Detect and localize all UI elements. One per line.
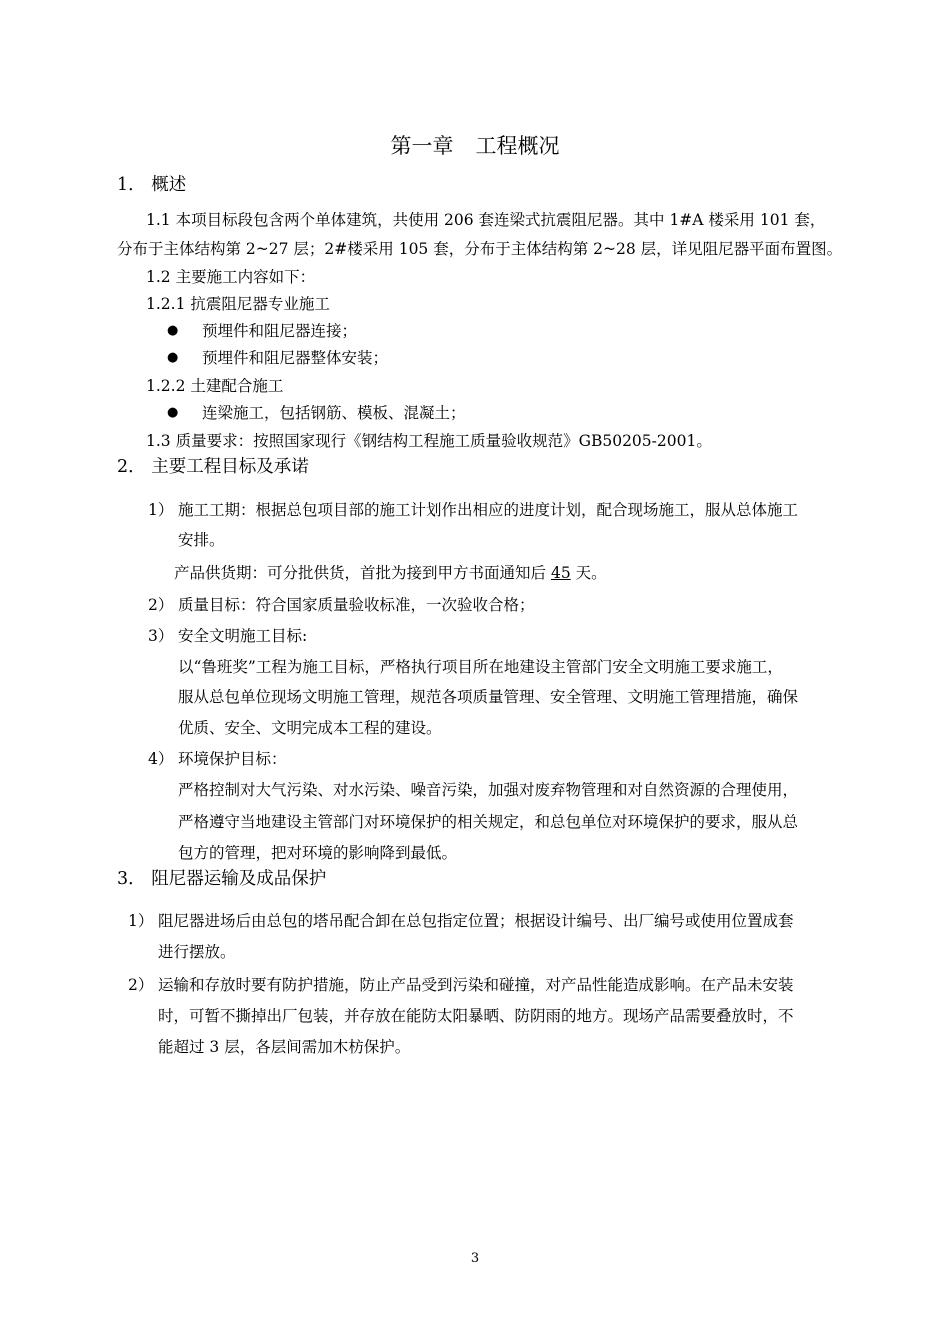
s2-item1-line1: 施工工期：根据总包项目部的施工计划作出相应的进度计划，配合现场施工，服从总体施工 [178,501,799,519]
section-3-heading: 3． 阻尼器运输及成品保护 [117,869,327,889]
s1-para5: 1.3 质量要求：按照国家现行《钢结构工程施工质量验收规范》GB50205-2001。 [146,432,712,450]
supply-days: 45 [550,564,571,582]
s3-item1-line2: 进行摆放。 [158,943,236,961]
s2-item4-line4: 包方的管理，把对环境的影响降到最低。 [178,844,458,862]
s2-item3-line2: 以“鲁班奖”工程为施工目标，严格执行项目所在地建设主管部门安全文明施工要求施工， [178,658,783,676]
s2-supply-line [174,563,607,583]
chapter-name: 工程概况 [475,134,560,158]
s2-item1-line2: 安排。 [178,531,225,549]
s1-bullet3: 连梁施工，包括钢筋、模板、混凝土； [202,404,466,422]
s3-item2-line2: 时，可暂不撕掉出厂包装，并存放在能防太阳暴晒、防阴雨的地方。现场产品需要叠放时，不 [158,1007,794,1025]
s1-para2: 1.2 主要施工内容如下： [146,268,316,286]
s2-item4-number: 4） [148,750,174,768]
s2-item2-line1: 质量目标：符合国家质量验收标准，一次验收合格； [178,596,535,614]
s2-item1-number: 1） [148,501,174,519]
s2-item3-line1: 安全文明施工目标: [178,627,308,645]
s2-item4-line3: 严格遵守当地建设主管部门对环境保护的相关规定，和总包单位对环境保护的要求，服从总 [178,813,799,831]
s3-item2-number: 2） [128,976,154,994]
s1-bullet2: 预埋件和阻尼器整体安装； [202,349,389,367]
s1-para3: 1.2.1 抗震阻尼器专业施工 [146,295,330,313]
section-1-heading: 1． 概述 [117,175,187,195]
supply-text-pre: 产品供货期：可分批供货，首批为接到甲方书面通知后 [174,564,547,582]
s1-para1-line2: 分布于主体结构第 2~27 层；2#楼采用 105 套，分布于主体结构第 2~28 层，详见阻尼器平面布置图。 [117,240,843,258]
s2-item3-line4: 优质、安全、文明完成本工程的建设。 [178,719,442,737]
s2-item3-line3: 服从总包单位现场文明施工管理，规范各项质量管理、安全管理、文明施工管理措施，确保 [178,688,799,706]
s2-item4-line1: 环境保护目标： [178,750,287,768]
chapter-title [0,132,950,160]
s1-para1-line1: 1.1 本项目标段包含两个单体建筑，共使用 206 套连梁式抗震阻尼器。其中 1#A 楼采用 101 套， [146,211,826,229]
section-2-heading: 2． 主要工程目标及承诺 [117,457,309,477]
s1-para4: 1.2.2 土建配合施工 [146,377,284,395]
bullet-icon: ● [167,405,179,420]
bullet-icon: ● [167,350,179,365]
bullet-icon: ● [167,323,179,338]
page-number: 3 [470,1251,480,1266]
s2-item2-number: 2） [148,596,174,614]
chapter-number: 第一章 [390,134,454,158]
s3-item2-line3: 能超过 3 层，各层间需加木枋保护。 [158,1038,411,1056]
s2-item3-number: 3） [148,627,174,645]
s2-item4-line2: 严格控制对大气污染、对水污染、噪音污染，加强对废弃物管理和对自然资源的合理使用， [178,781,799,799]
s3-item1-number: 1） [128,912,154,930]
s1-bullet1: 预埋件和阻尼器连接； [202,322,358,340]
s3-item2-line1: 运输和存放时要有防护措施，防止产品受到污染和碰撞，对产品性能造成影响。在产品未安装 [158,976,794,994]
s3-item1-line1: 阻尼器进场后由总包的塔吊配合卸在总包指定位置；根据设计编号、出厂编号或使用位置成套 [158,912,794,930]
supply-text-post: 天。 [575,564,607,582]
